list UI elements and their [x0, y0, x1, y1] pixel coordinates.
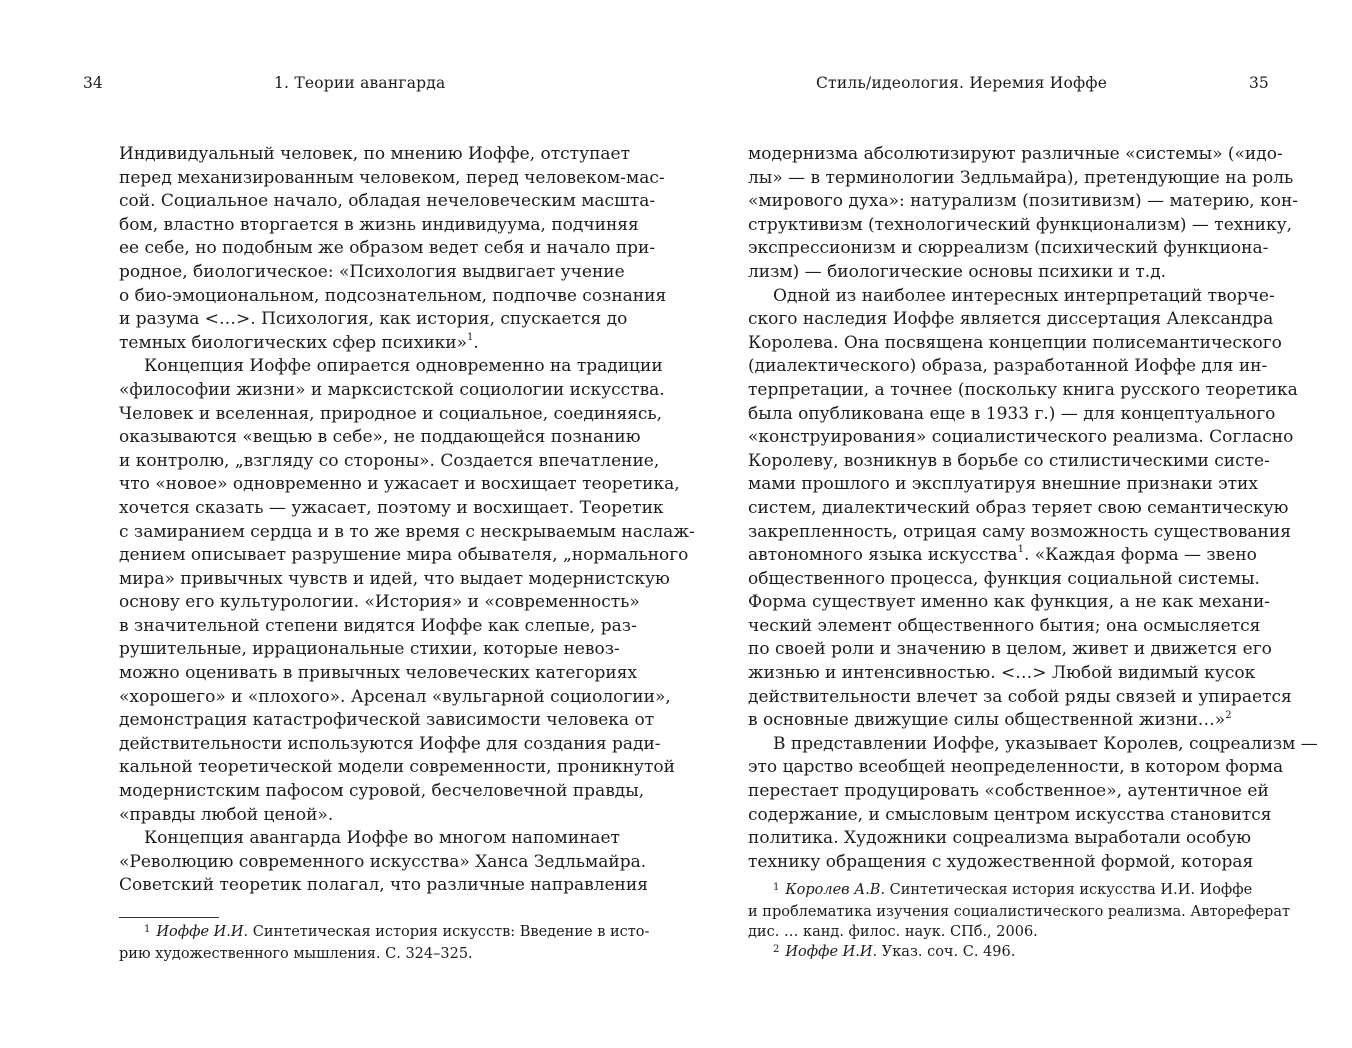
text-line [119, 733, 661, 757]
line-text: сой. Социальное начало, обладая нечеловеческим масшта- [119, 191, 656, 212]
line-text: В представлении Иоффе, указывает Королев, соцреализм — [773, 733, 1318, 754]
line-text: систем, диалектический образ теряет свою семантическую [748, 497, 1289, 518]
footnote-line [119, 944, 601, 964]
text-line [748, 544, 1257, 568]
text-line [748, 403, 1276, 427]
text-line [119, 638, 620, 662]
text-line [748, 591, 1271, 615]
text-line [119, 756, 675, 780]
line-text-after-ref: . «Каждая форма — звено [1023, 545, 1257, 566]
text-line [748, 473, 1258, 497]
body-text [119, 143, 695, 898]
footnote-text: и проблематика изучения социалистического реализма. Автореферат [748, 904, 1291, 920]
text-line [119, 379, 665, 403]
line-text: общественного процесса, функция социальной системы. [748, 568, 1260, 589]
line-text: «мирового духа»: натурализм (позитивизм) — материю, кон- [748, 191, 1299, 212]
line-text: содержание, и смысловым центром искусства становится [748, 804, 1272, 825]
page-number: 35 [1249, 74, 1269, 92]
text-line [748, 261, 1234, 285]
line-text: ее себе, но подобным же образом ведет себя и начало при- [119, 238, 656, 259]
line-text: Индивидуальный человек, по мнению Иоффе, отступает [119, 144, 630, 164]
line-text: это царство всеобщей неопределенности, в котором форма [748, 757, 1284, 778]
line-text: дением описывает разрушение мира обывателя, „нормального [119, 545, 689, 566]
footnote-mark: 1 [144, 924, 151, 935]
footnote-line [748, 902, 1291, 922]
text-line [119, 332, 599, 356]
text-line [119, 568, 670, 592]
line-text: ского наследия Иоффе является диссертация Александра [748, 309, 1274, 330]
footnote-text: рию художественного мышления. С. 324–325. [119, 946, 473, 962]
line-text: хочется сказать — ужасает, поэтому и восхищает. Теоретик [119, 497, 664, 518]
text-line [119, 403, 663, 427]
text-line [748, 615, 1261, 639]
text-line [748, 521, 1291, 545]
text-line [748, 285, 1275, 309]
footnote-line [748, 942, 1234, 964]
line-text: темных биологических сфер психики» [119, 332, 468, 353]
text-line [119, 827, 620, 851]
line-text: демонстрация катастрофической зависимости человека от [119, 710, 655, 731]
line-text: рушительные, иррациональные стихии, которые невоз- [119, 639, 620, 660]
text-line [119, 143, 630, 167]
line-text: модернизма абсолютизируют различные «системы» («идо- [748, 144, 1283, 164]
footnote-text: Указ. соч. С. 496. [877, 944, 1016, 960]
line-text: жизнью и интенсивностью. <…> Любой видимый кусок [748, 663, 1256, 684]
footnote-line [748, 880, 1253, 902]
line-text: технику обращения с художественной формой, которая [748, 851, 1254, 872]
line-text: Одной из наиболее интересных интерпретаций творче- [773, 285, 1275, 306]
text-line [748, 214, 1293, 238]
running-head: Стиль/идеология. Иеремия Иоффе [816, 74, 1108, 92]
footnotes [119, 922, 650, 964]
footnote-line [748, 922, 1234, 942]
text-line [119, 355, 663, 379]
line-text: бом, властно вторгается в жизнь индивидуума, подчиняя [119, 214, 639, 235]
text-line [119, 544, 689, 568]
line-text: терпретации, а точнее (поскольку книга русского теоретика [748, 379, 1298, 400]
text-line [748, 756, 1284, 780]
text-line [748, 167, 1294, 191]
text-line [119, 780, 645, 804]
text-line [119, 285, 667, 309]
line-text: действительности влечет за собой ряды связей и упирается [748, 686, 1292, 707]
text-line [119, 497, 664, 521]
footnote-ref: 1 [1017, 544, 1024, 556]
line-text: в основные движущие силы общественной жизни…» [748, 710, 1226, 731]
line-text: и контролю, „взгляду со стороны». Создается впечатление, [119, 450, 660, 471]
line-text: «правды любой ценой». [119, 804, 334, 825]
line-text: закрепленность, отрицая саму возможность существования [748, 521, 1291, 542]
footnote-text: дис. … канд. филос. наук. СПб., 2006. [748, 924, 1038, 940]
text-line [748, 851, 1254, 875]
line-text: лы» — в терминологии Зедльмайра), претендующие на роль [748, 167, 1294, 188]
line-text: Королева. Она посвящена концепции полисемантического [748, 332, 1282, 353]
footnote-text: Синтетическая история искусства И.И. Иоффе [885, 882, 1253, 898]
text-line [748, 379, 1298, 403]
text-line [748, 497, 1289, 521]
footnote-ref: 2 [1225, 709, 1232, 721]
line-text: Концепция авангарда Иоффе во многом напоминает [144, 828, 620, 849]
text-line [119, 237, 656, 261]
text-line [748, 686, 1292, 710]
line-text: перестает продуцировать «собственное», аутентичное ей [748, 781, 1269, 802]
running-head: 1. Теории авангарда [274, 74, 446, 92]
line-text: лизм) — биологические основы психики и т.д. [748, 261, 1167, 282]
line-text: оказываются «вещью в себе», не поддающейся познанию [119, 427, 641, 448]
line-text: в значительной степени видятся Иоффе как слепые, раз- [119, 615, 637, 636]
line-text: с замиранием сердца и в то же время с нескрываемым наслаж- [119, 521, 695, 542]
text-line [748, 355, 1268, 379]
page-number: 34 [83, 74, 103, 92]
footnote-author: Иоффе И.И. [785, 944, 878, 960]
footnote-line [119, 922, 650, 944]
text-line [748, 332, 1282, 356]
footnote-ref: 1 [467, 332, 474, 344]
text-line [748, 662, 1256, 686]
line-text-after-ref: . [473, 332, 479, 353]
line-text: автономного языка искусства [748, 545, 1018, 566]
body-text [748, 143, 1318, 874]
right-page [676, 0, 1352, 1048]
line-text: и разума <…>. Психология, как история, спускается до [119, 309, 628, 330]
text-line [119, 450, 660, 474]
text-line [119, 686, 671, 710]
text-line [119, 426, 641, 450]
text-line [119, 308, 628, 332]
text-line [748, 190, 1299, 214]
line-text: по своей роли и значению в целом, живет и движется его [748, 639, 1272, 660]
line-text: что «новое» одновременно и ужасает и восхищает теоретика, [119, 474, 680, 495]
text-line [748, 733, 1318, 757]
text-line [119, 662, 638, 686]
text-line [119, 214, 639, 238]
text-line [748, 143, 1283, 167]
line-text: Форма существует именно как функция, а не как механи- [748, 592, 1271, 613]
text-line [119, 615, 637, 639]
text-line [748, 780, 1269, 804]
line-text: Человек и вселенная, природное и социальное, соединяясь, [119, 403, 663, 424]
line-text: «хорошего» и «плохого». Арсенал «вульгарной социологии», [119, 686, 671, 707]
line-text: экспрессионизм и сюрреализм (психический функциона- [748, 238, 1269, 259]
text-line [748, 426, 1294, 450]
line-text: действительности используются Иоффе для создания ради- [119, 733, 661, 754]
text-line [748, 827, 1252, 851]
line-text: мира» привычных чувств и идей, что выдает модернистскую [119, 568, 670, 589]
line-text: о био-эмоциональном, подсознательном, подпочве сознания [119, 285, 667, 306]
text-line [119, 473, 680, 497]
footnotes [748, 880, 1291, 964]
line-text: была опубликована еще в 1933 г.) — для концептуального [748, 403, 1276, 424]
text-line [119, 874, 648, 898]
footnote-mark: 1 [773, 882, 780, 893]
text-line [748, 308, 1274, 332]
line-text: мами прошлого и эксплуатируя внешние признаки этих [748, 474, 1258, 495]
line-text: перед механизированным человеком, перед человеком-мас- [119, 167, 665, 188]
line-text: основу его культурологии. «История» и «современность» [119, 592, 640, 613]
footnote-text: Синтетическая история искусств: Введение в исто- [248, 924, 650, 940]
text-line [748, 709, 1234, 733]
line-text: ческий элемент общественного бытия; она осмысляется [748, 615, 1261, 636]
line-text: Королеву, возникнув в борьбе со стилистическими систе- [748, 450, 1270, 471]
footnote-author: Королев А.В. [785, 882, 886, 898]
text-line [748, 450, 1270, 474]
text-line [119, 521, 695, 545]
text-line [119, 167, 665, 191]
line-text: Концепция Иоффе опирается одновременно на традиции [144, 356, 663, 377]
line-text: (диалектического) образа, разработанной Иоффе для ин- [748, 356, 1268, 377]
text-line [748, 237, 1269, 261]
line-text: «философии жизни» и марксистской социологии искусства. [119, 379, 665, 400]
line-text: политика. Художники соцреализма выработали особую [748, 828, 1252, 849]
line-text: можно оценивать в привычных человеческих категориях [119, 663, 638, 684]
line-text: Советский теоретик полагал, что различные направления [119, 875, 648, 896]
line-text: «Революцию современного искусства» Ханса Зедльмайра. [119, 851, 647, 872]
footnote-rule [119, 917, 219, 918]
text-line [119, 851, 647, 875]
line-text: структивизм (технологический функционализм) — технику, [748, 214, 1293, 235]
text-line [119, 190, 656, 214]
text-line [748, 638, 1272, 662]
line-text: кальной теоретической модели современности, проникнутой [119, 757, 675, 778]
text-line [748, 568, 1260, 592]
line-text: родное, биологическое: «Психология выдвигает учение [119, 261, 625, 282]
text-line [119, 804, 599, 828]
text-line [748, 804, 1272, 828]
text-line [119, 591, 640, 615]
text-line [119, 709, 655, 733]
text-line [119, 261, 625, 285]
line-text: «конструирования» социалистического реализма. Согласно [748, 427, 1294, 448]
footnote-author: Иоффе И.И. [156, 924, 249, 940]
line-text: модернистским пафосом суровой, бесчеловечной правды, [119, 781, 645, 802]
footnote-mark: 2 [773, 944, 780, 955]
